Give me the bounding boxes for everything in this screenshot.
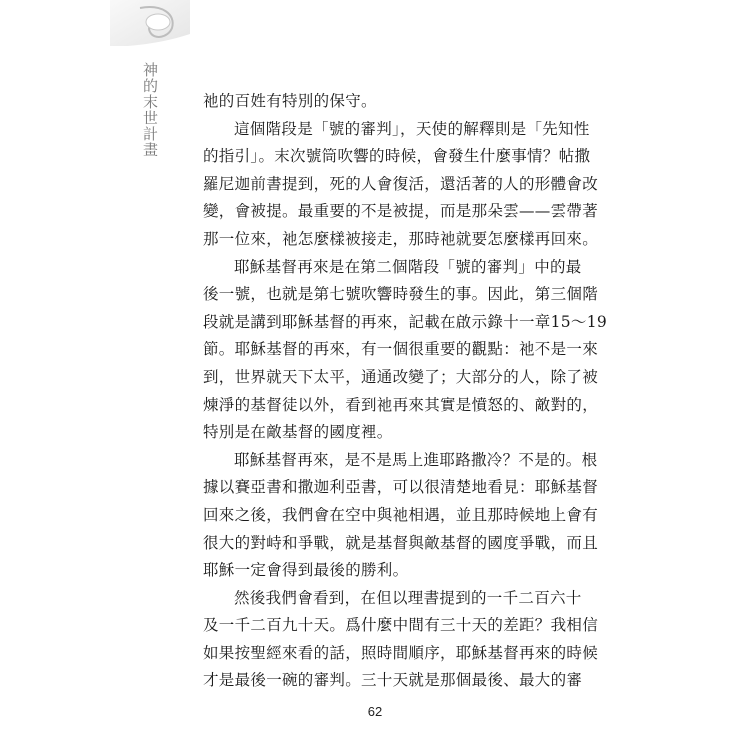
corner-ornament [110, 0, 190, 48]
text-line: 據以賽亞書和撒迦利亞書，可以很清楚地看見：耶穌基督 [203, 478, 599, 497]
text-line: 煉淨的基督徒以外，看到祂再來其實是憤怒的、敵對的， [203, 395, 599, 414]
paragraph-1 [203, 88, 548, 116]
text-line: 耶穌基督再來是在第二個階段「號的審判」中的最 [234, 257, 582, 276]
text-line: 回來之後，我們會在空中與祂相遇，並且那時候地上會有 [203, 505, 599, 524]
paragraph-3 [203, 254, 608, 447]
page-number: 62 [367, 704, 383, 719]
text-line: 羅尼迦前書提到，死的人會復活，還活著的人的形體會改 [203, 174, 599, 193]
text-line: 祂的百姓有特別的保守。 [203, 92, 377, 110]
text-line: 耶穌基督再來，是不是馬上進耶路撒冷？不是的。根 [234, 450, 598, 469]
text-line: 如果按聖經來看的話，照時間順序，耶穌基督再來的時候 [203, 643, 599, 662]
text-line: 這個階段是「號的審判」，天使的解釋則是「先知性 [234, 119, 590, 138]
text-line: 後一號，也就是第七號吹響時發生的事。因此，第三個階 [203, 285, 599, 304]
text-line: 節。耶穌基督的再來，有一個很重要的觀點：祂不是一來 [203, 340, 599, 359]
text-line: 很大的對峙和爭戰，就是基督與敵基督的國度爭戰，而且 [203, 533, 599, 552]
text-line: 然後我們會看到，在但以理書提到的一千二百六十 [234, 588, 582, 607]
text-line: 變，會被提。最重要的不是被提，而是那朵雲——雲帶著 [203, 202, 599, 221]
text-line: 及一千二百九十天。爲什麼中間有三十天的差距？我相信 [203, 616, 599, 635]
text-line: 才是最後一碗的審判。三十天就是那個最後、最大的審 [203, 671, 583, 690]
paragraph-2 [203, 116, 599, 254]
text-line: 耶穌一定會得到最後的勝利。 [203, 561, 409, 580]
text-line: 特別是在敵基督的國度裡。 [203, 423, 393, 442]
text-line: 到，世界就天下太平，通通改變了；大部分的人，除了被 [203, 367, 599, 386]
running-title: 神的末世計畫 [141, 62, 159, 158]
paragraph-4 [203, 447, 599, 585]
text-line: 的指引」。末次號筒吹響的時候，會發生什麼事情？帖撒 [203, 147, 591, 166]
body-text [203, 88, 608, 695]
text-line: 段就是講到耶穌基督的再來，記載在啟示錄十一章15～19 [203, 312, 608, 331]
paragraph-5 [203, 585, 599, 695]
text-line: 那一位來，祂怎麼樣被接走，那時祂就要怎麼樣再回來。 [203, 229, 599, 248]
